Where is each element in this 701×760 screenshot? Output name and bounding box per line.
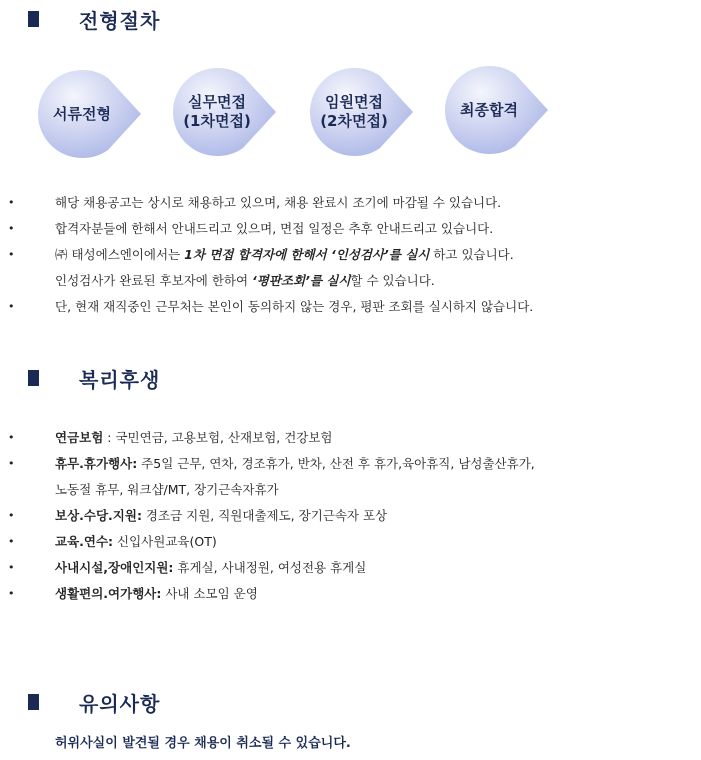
step-label: 임원면접 (2차면접) (320, 93, 388, 130)
welfare-list (0, 425, 701, 607)
list-item: • 연금보험 : 국민연금, 고용보험, 산재보험, 건강보험 (8, 430, 333, 445)
list-item: • 사내시설,장애인지원: 휴게실, 사내정원, 여성전용 휴게실 (8, 560, 367, 575)
list-item: • 휴무.휴가행사: 주5일 근무, 연차, 경조휴가, 반차, 산전 후 휴가,육아휴직, 남성출산휴가, (8, 456, 535, 471)
process-notes (0, 190, 701, 320)
section-title: 유의사항 (79, 691, 161, 716)
step-4 (443, 64, 551, 156)
section-marker-icon (28, 370, 39, 386)
list-item: • 단, 현재 재직중인 근무처는 본인이 동의하지 않는 경우, 평판 조회를 실시하지 않습니다. (8, 299, 534, 314)
section-marker-icon (28, 694, 39, 710)
list-item: 인성검사가 완료된 후보자에 한하여 ‘평판조회’를 실시할 수 있습니다. (55, 273, 435, 288)
section-header-notice (28, 687, 160, 717)
section-title: 전형절차 (79, 8, 161, 33)
list-item: • 합격자분들에 한해서 안내드리고 있으며, 면접 일정은 추후 안내드리고 있습니다. (8, 221, 494, 236)
step-1 (36, 68, 144, 160)
list-item: • 해당 채용공고는 상시로 채용하고 있으며, 채용 완료시 조기에 마감될 수 있습니다. (8, 195, 502, 210)
notice-text: 허위사실이 발견될 경우 채용이 취소될 수 있습니다. (55, 736, 351, 751)
step-label: 서류전형 (53, 104, 111, 123)
step-label: 실무면접 (1차면접) (183, 93, 251, 130)
section-marker-icon (28, 11, 39, 27)
step-3 (308, 66, 416, 158)
section-header-welfare (28, 363, 160, 393)
list-item: • 보상.수당.지원: 경조금 지원, 직원대출제도, 장기근속자 포상 (8, 508, 388, 523)
list-item: • ㈜ 태성에스엔이에서는 1차 면접 합격자에 한해서 ‘인성검사’를 실시 하고 있습니다. (8, 247, 514, 262)
list-item: • 생활편의.여가행사: 사내 소모임 운영 (8, 586, 258, 601)
list-item: 노동절 휴무, 워크샵/MT, 장기근속자휴가 (55, 482, 279, 497)
process-steps (36, 68, 576, 163)
section-title: 복리후생 (79, 367, 161, 392)
section-header-process (28, 4, 160, 34)
list-item: • 교육.연수: 신입사원교육(OT) (8, 534, 217, 549)
step-2 (171, 66, 279, 158)
step-label: 최종합격 (460, 100, 518, 119)
